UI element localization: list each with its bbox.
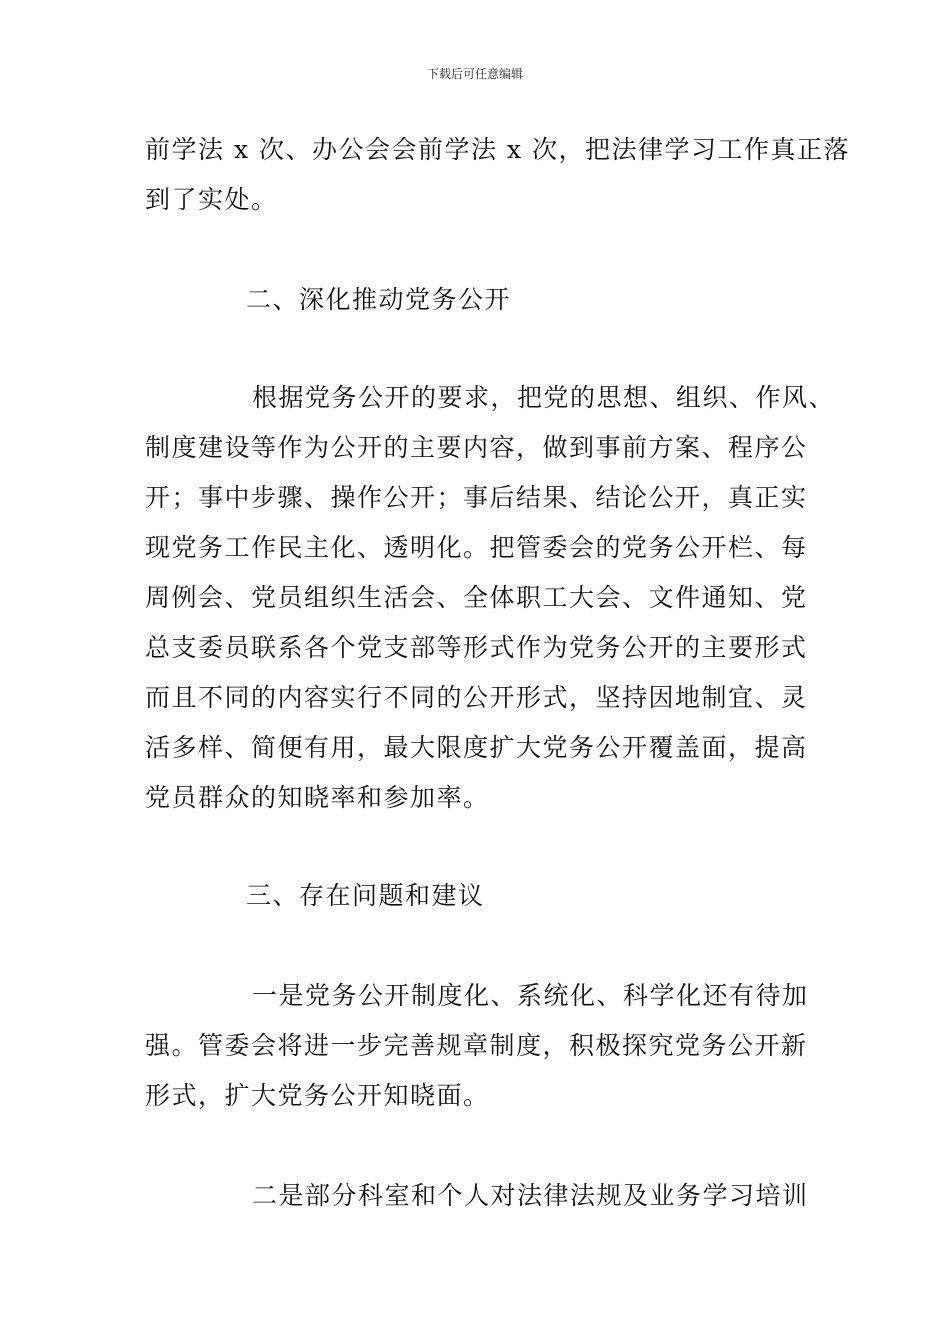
- paragraph-line: 而且不同的内容实行不同的公开形式，坚持因地制宜、灵: [145, 683, 808, 712]
- section-heading-2: 二、深化推动党务公开: [246, 285, 512, 314]
- paragraph-line: 党员群众的知晓率和参加率。: [145, 783, 490, 812]
- paragraph-line: 周例会、党员组织生活会、全体职工大会、文件通知、党: [145, 583, 808, 612]
- paragraph-line: 形式，扩大党务公开知晓面。: [145, 1081, 490, 1110]
- paragraph-line: 现党务工作民主化、透明化。把管委会的党务公开栏、每: [145, 533, 808, 562]
- paragraph-line: 前学法 x 次、办公会会前学法 x 次，把法律学习工作真正落: [145, 135, 850, 164]
- paragraph-line: 二是部分科室和个人对法律法规及业务学习培训: [252, 1181, 809, 1210]
- paragraph-line: 开；事中步骤、操作公开；事后结果、结论公开，真正实: [145, 483, 808, 512]
- paragraph-line: 根据党务公开的要求，把党的思想、组织、作风、: [252, 383, 836, 412]
- page-header-note: 下载后可任意编辑: [426, 67, 523, 81]
- paragraph-line: 活多样、简便有用，最大限度扩大党务公开覆盖面，提高: [145, 733, 808, 762]
- paragraph-line: 到了实处。: [145, 185, 278, 214]
- paragraph-line: 制度建设等作为公开的主要内容，做到事前方案、程序公: [145, 433, 808, 462]
- paragraph-line: 总支委员联系各个党支部等形式作为党务公开的主要形式: [145, 633, 808, 662]
- paragraph-line: 一是党务公开制度化、系统化、科学化还有待加: [252, 981, 809, 1010]
- section-heading-3: 三、存在问题和建议: [246, 881, 485, 910]
- paragraph-line: 强。管委会将进一步完善规章制度，积极探究党务公开新: [145, 1031, 808, 1060]
